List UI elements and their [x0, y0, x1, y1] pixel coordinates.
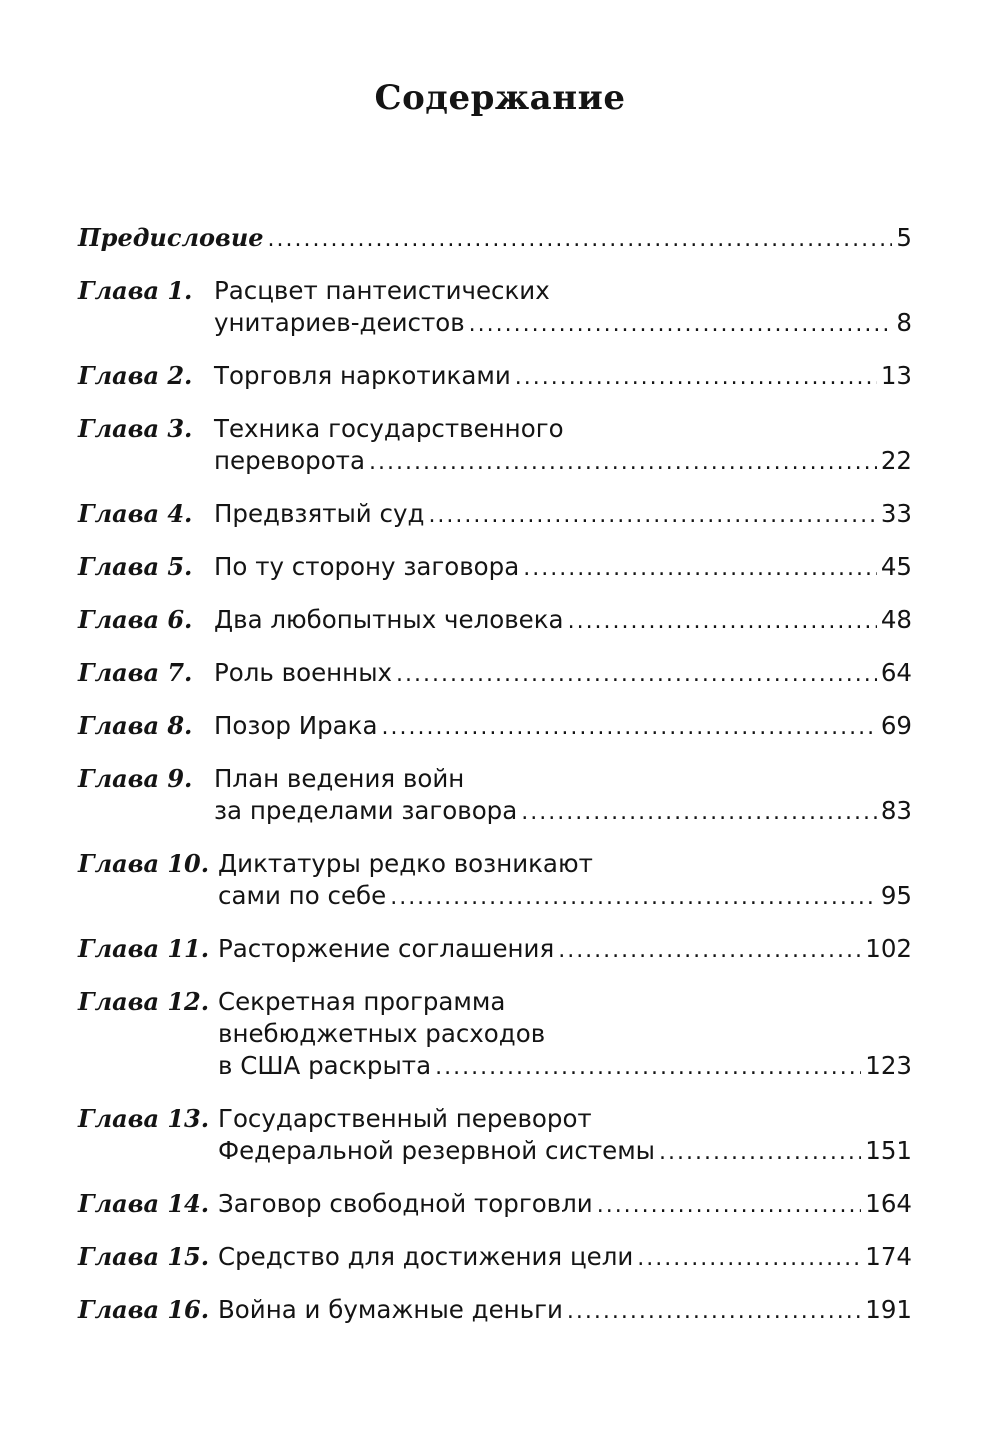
chapter-title-text: унитариев-деистов [214, 308, 465, 337]
chapter-label: Глава 5. [78, 552, 193, 581]
page-number: 95 [880, 881, 912, 910]
dot-leader [597, 1190, 862, 1222]
chapter-title [214, 413, 912, 479]
chapter-title-line [214, 551, 912, 585]
chapter-title [218, 933, 912, 967]
page-number: 174 [865, 1242, 912, 1271]
page-number: 22 [880, 446, 912, 475]
chapter-title-text: Роль военных [214, 658, 393, 687]
chapter-title-line [214, 710, 912, 744]
chapter-title-text: в США раскрыта [218, 1051, 432, 1080]
chapter-label: Глава 16. [78, 1295, 210, 1324]
chapter-title-text: Два любопытных человека [214, 605, 564, 634]
dot-leader [523, 553, 877, 585]
chapter-label: Глава 2. [78, 361, 193, 390]
chapter-label: Глава 1. [78, 276, 193, 305]
dot-leader [268, 224, 893, 256]
chapter-title [214, 551, 912, 585]
toc-entry-chapter-9[interactable] [78, 763, 912, 829]
chapter-title [214, 604, 912, 638]
toc-entry-chapter-16[interactable] [78, 1294, 912, 1328]
chapter-title-text: По ту сторону заговора [214, 552, 520, 581]
dot-leader [568, 606, 877, 638]
chapter-title-line [218, 933, 912, 967]
page-number: 5 [896, 223, 912, 252]
chapter-title-line: Расцвет пантеистических [214, 276, 550, 305]
toc-entry-chapter-12[interactable] [78, 986, 912, 1084]
chapter-title-line: Техника государственного [214, 414, 564, 443]
chapter-title-line [218, 1294, 912, 1328]
toc-entry-chapter-1[interactable] [78, 275, 912, 341]
chapter-title-line [214, 498, 912, 532]
page-number: 8 [896, 308, 912, 337]
chapter-title [214, 498, 912, 532]
toc-entry-body [78, 222, 912, 256]
dot-leader [567, 1296, 861, 1328]
toc-entry-chapter-15[interactable] [78, 1241, 912, 1275]
page-number: 83 [880, 796, 912, 825]
dot-leader [369, 447, 877, 479]
page-number: 45 [880, 552, 912, 581]
chapter-title-line [218, 1135, 912, 1169]
chapter-title [214, 657, 912, 691]
toc-entry-preface[interactable] [78, 222, 912, 256]
page-number: 13 [880, 361, 912, 390]
page-number: 123 [865, 1051, 912, 1080]
chapter-label: Глава 12. [78, 987, 210, 1016]
dot-leader [659, 1137, 861, 1169]
chapter-title-line [214, 795, 912, 829]
toc-entry-chapter-11[interactable] [78, 933, 912, 967]
chapter-label: Глава 10. [78, 849, 210, 878]
chapter-title-line [214, 445, 912, 479]
dot-leader [521, 797, 877, 829]
chapter-title-line: внебюджетных расходов [218, 1019, 546, 1048]
chapter-title-text: Позор Ирака [214, 711, 378, 740]
toc-entry-chapter-3[interactable] [78, 413, 912, 479]
chapter-title-line: Секретная программа [218, 987, 506, 1016]
page-title: Содержание [374, 78, 626, 118]
dot-leader [390, 882, 877, 914]
dot-leader [558, 935, 861, 967]
page-number: 64 [880, 658, 912, 687]
toc-entry-chapter-5[interactable] [78, 551, 912, 585]
chapter-title-line [218, 1241, 912, 1275]
chapter-title-text: Торговля наркотиками [214, 361, 511, 390]
chapter-title [218, 1294, 912, 1328]
dot-leader [428, 500, 876, 532]
chapter-title-text: Война и бумажные деньги [218, 1295, 563, 1324]
chapter-title [218, 1188, 912, 1222]
chapter-title-text: Заговор свободной торговли [218, 1189, 593, 1218]
chapter-title-line [214, 604, 912, 638]
chapter-title-line: Диктатуры редко возникают [218, 849, 593, 878]
chapter-title-text: Федеральной резервной системы [218, 1136, 656, 1165]
chapter-label: Глава 3. [78, 414, 193, 443]
chapter-label: Глава 11. [78, 934, 210, 963]
chapter-title-text: переворота [214, 446, 365, 475]
chapter-title-text: Расторжение соглашения [218, 934, 555, 963]
dot-leader [515, 362, 877, 394]
chapter-title-text: за пределами заговора [214, 796, 518, 825]
dot-leader [381, 712, 876, 744]
toc-entry-chapter-2[interactable] [78, 360, 912, 394]
chapter-title-line [218, 1188, 912, 1222]
toc-entry-chapter-4[interactable] [78, 498, 912, 532]
chapter-list [78, 275, 912, 1328]
chapter-title-line [218, 1050, 912, 1084]
page-number: 69 [880, 711, 912, 740]
page-number: 33 [880, 499, 912, 528]
chapter-title-text: Предвзятый суд [214, 499, 425, 528]
chapter-title [218, 1103, 912, 1169]
chapter-label: Глава 6. [78, 605, 193, 634]
preface-label: Предисловие [78, 223, 264, 252]
chapter-title-line [214, 657, 912, 691]
chapter-label: Глава 9. [78, 764, 193, 793]
chapter-title-line: План ведения войн [214, 764, 465, 793]
dot-leader [435, 1052, 861, 1084]
chapter-title-text: Средство для достижения цели [218, 1242, 634, 1271]
page-number: 164 [865, 1189, 912, 1218]
toc-entry-chapter-10[interactable] [78, 848, 912, 914]
chapter-label: Глава 4. [78, 499, 193, 528]
toc-entry-chapter-13[interactable] [78, 1103, 912, 1169]
chapter-title-line: Государственный переворот [218, 1104, 592, 1133]
chapter-title [218, 848, 912, 914]
page-number: 48 [880, 605, 912, 634]
page-number: 102 [865, 934, 912, 963]
dot-leader [637, 1243, 861, 1275]
toc-entry-chapter-7[interactable] [78, 657, 912, 691]
chapter-title [214, 710, 912, 744]
chapter-title [218, 1241, 912, 1275]
chapter-title [214, 275, 912, 341]
toc-list [78, 222, 912, 1347]
chapter-label: Глава 8. [78, 711, 193, 740]
chapter-label: Глава 15. [78, 1242, 210, 1271]
chapter-title-line [214, 307, 912, 341]
chapter-title [214, 763, 912, 829]
chapter-title-line [214, 360, 912, 394]
chapter-title-line [218, 880, 912, 914]
toc-entry-chapter-14[interactable] [78, 1188, 912, 1222]
chapter-label: Глава 14. [78, 1189, 210, 1218]
dot-leader [469, 309, 893, 341]
chapter-title [214, 360, 912, 394]
toc-entry-chapter-6[interactable] [78, 604, 912, 638]
dot-leader [396, 659, 877, 691]
page-number: 151 [865, 1136, 912, 1165]
chapter-label: Глава 7. [78, 658, 193, 687]
chapter-label: Глава 13. [78, 1104, 210, 1133]
chapter-title [218, 986, 912, 1084]
chapter-title-text: сами по себе [218, 881, 387, 910]
toc-entry-chapter-8[interactable] [78, 710, 912, 744]
page-number: 191 [865, 1295, 912, 1324]
